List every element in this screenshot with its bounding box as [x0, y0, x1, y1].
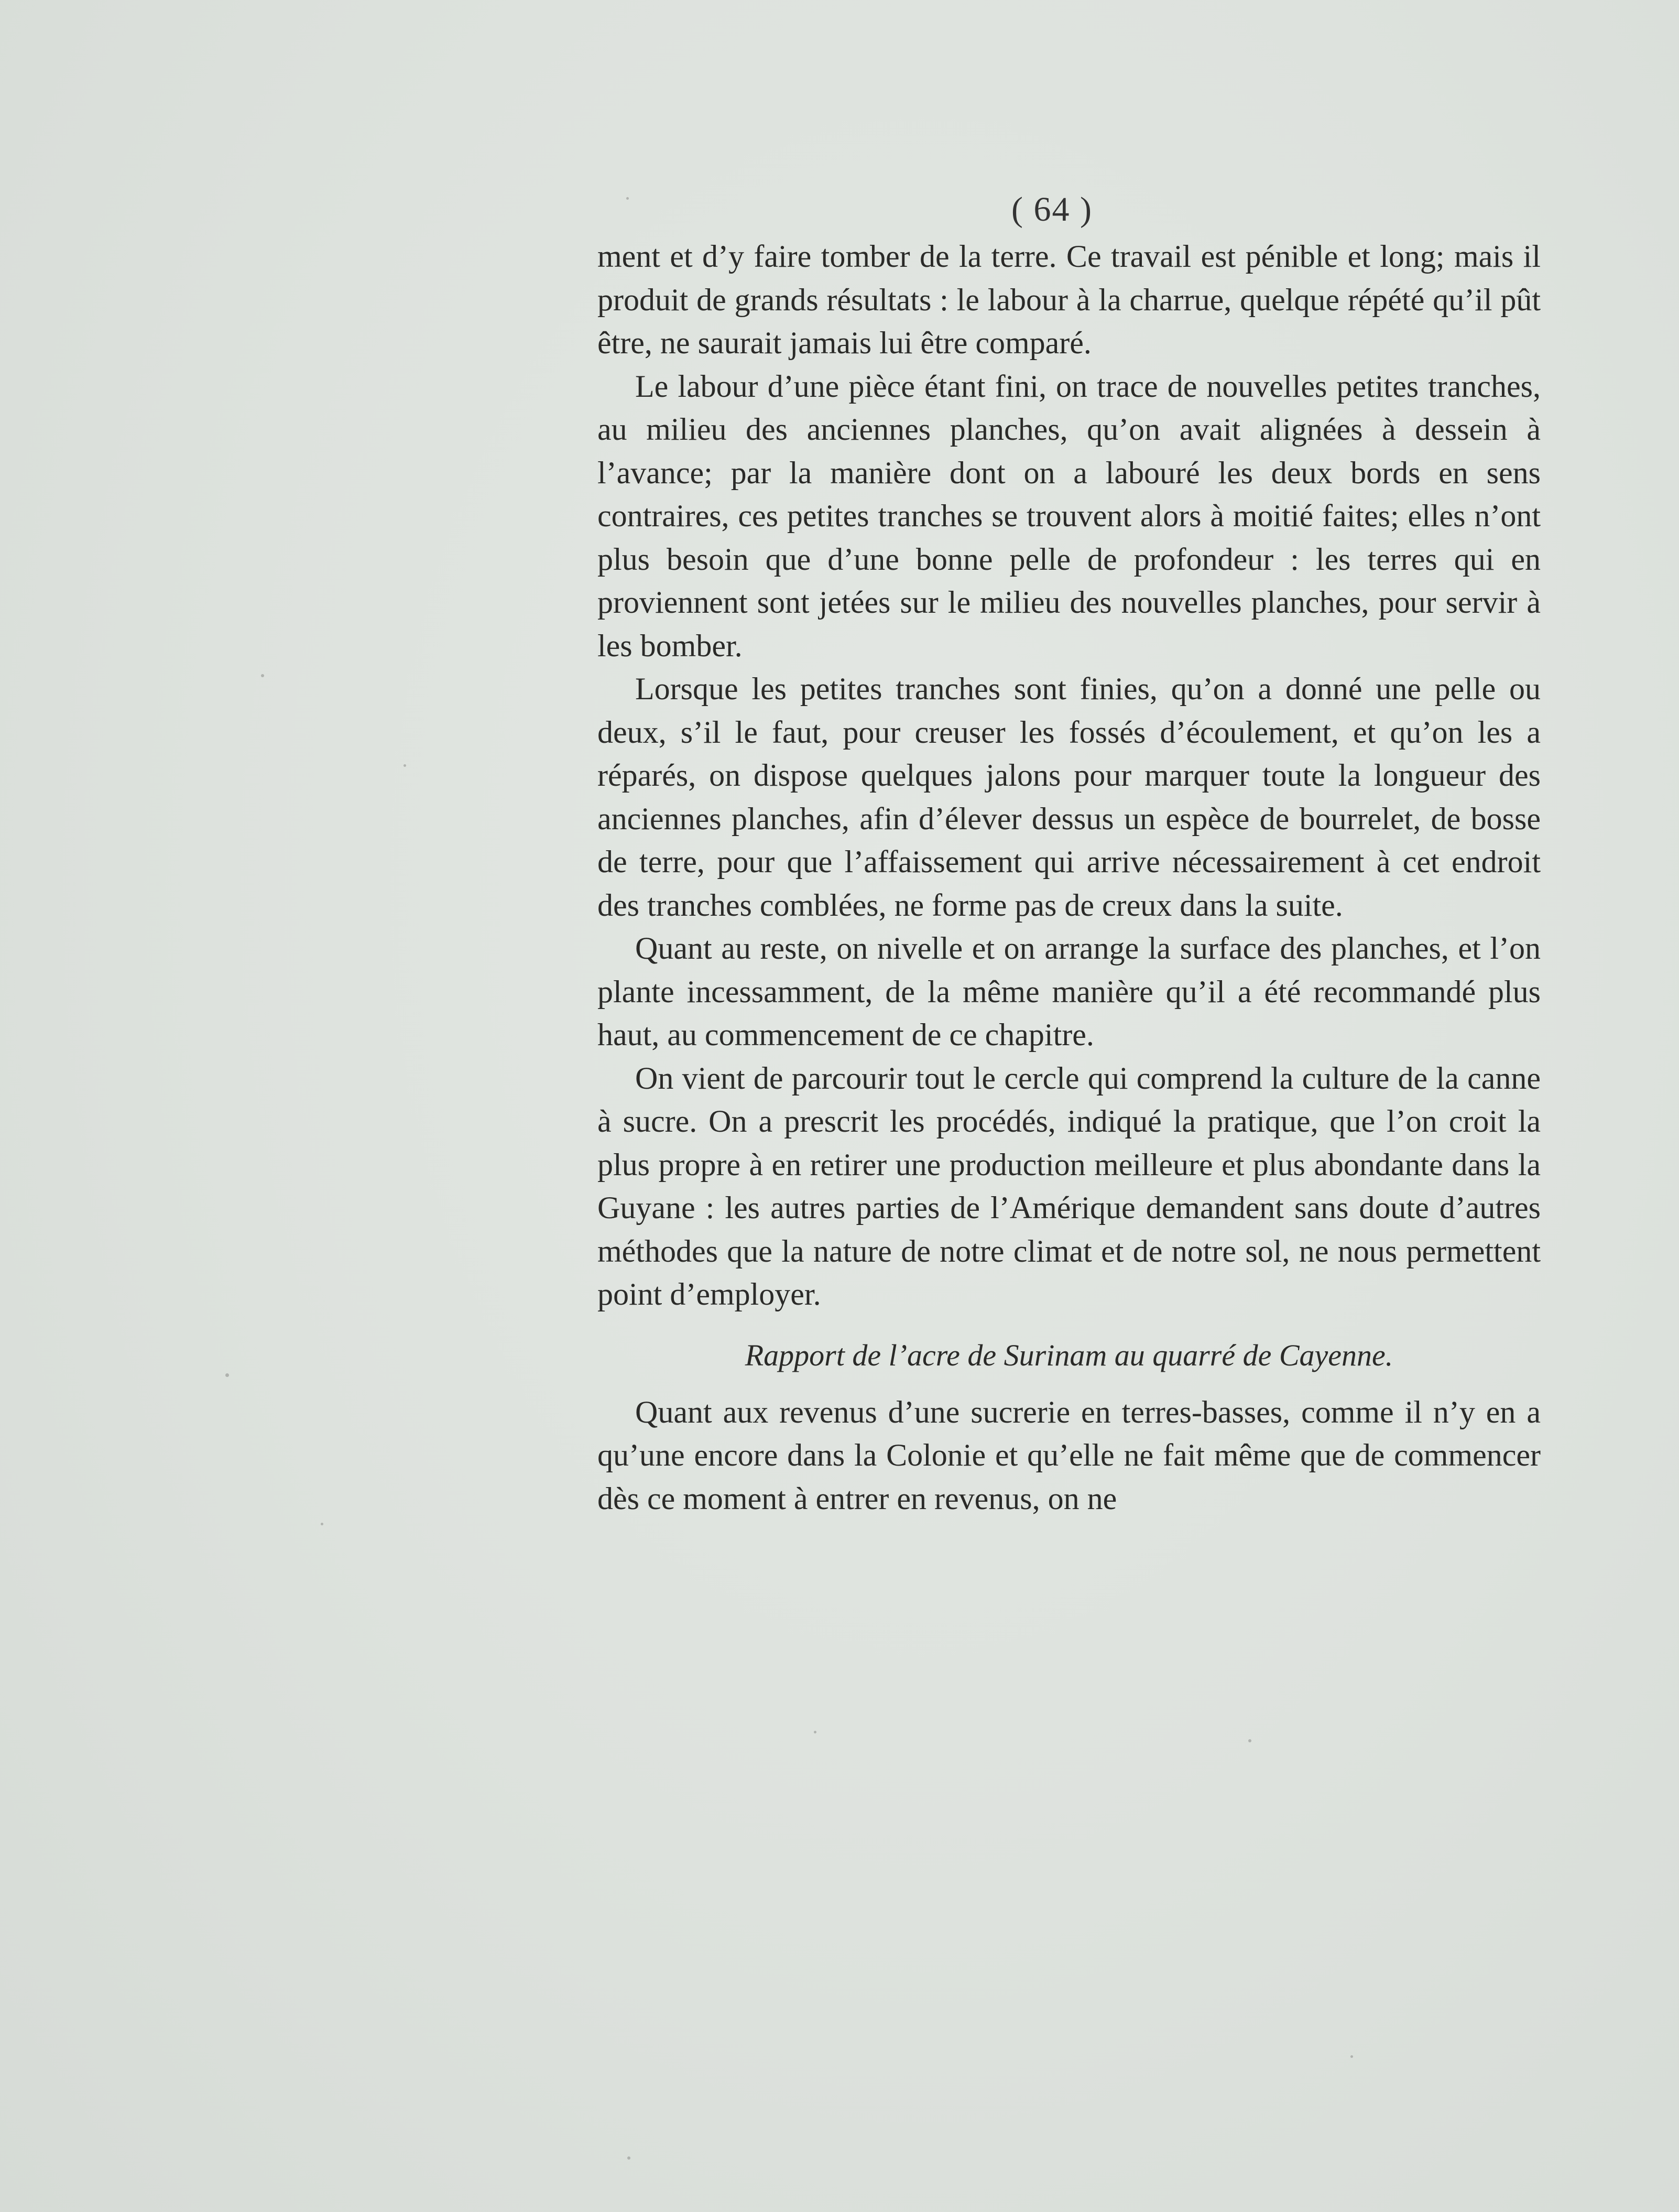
paper-speck [225, 1373, 229, 1377]
paragraph-2: Le labour d’une pièce étant fini, on trace de nouvelles petites tranches, au milieu des anciennes planches, qu’on avait alignées à dessein à l’avance; par la manière dont on a labouré les deux bords en sens contraires, ces petites tranches se trouvent alors à moitié faites; elles n’ont plus besoin que d’une bonne pelle de profondeur : les terres qui en proviennent sont jetées sur le milieu des nouvelles planches, pour servir à les bomber. [597, 368, 1541, 663]
paragraph-1: ment et d’y faire tomber de la terre. Ce travail est pénible et long; mais il produit de grands résultats : le labour à la charrue, quelque répété qu’il pût être, ne saurait jamais lui être comparé. [597, 239, 1541, 360]
paper-speck [814, 1731, 816, 1733]
body-text [597, 235, 1541, 1520]
paragraph-5: On vient de parcourir tout le cercle qui comprend la culture de la canne à sucre. On a prescrit les procédés, indiqué la pratique, que l’on croit la plus propre à en retirer une production meilleure et plus abondante dans la Guyane : les autres parties de l’Amérique demandent sans doute d’autres méthodes que la nature de notre climat et de notre sol, ne nous permettent point d’employer. [597, 1060, 1541, 1311]
paper-speck [261, 674, 264, 677]
paper-speck [321, 1523, 323, 1525]
paper-speck [404, 764, 406, 767]
paper-speck [627, 2156, 630, 2160]
paragraph-4: Quant au reste, on nivelle et on arrange la surface des planches, et l’on plante incessamment, de la même manière qu’il a été recommandé plus haut, au commencement de ce chapitre. [597, 931, 1541, 1052]
section-heading: Rapport de l’acre de Surinam au quarré de Cayenne. [745, 1338, 1393, 1372]
page-number: ( 64 ) [1011, 190, 1093, 229]
paper-speck [1248, 1739, 1251, 1742]
paper-speck [626, 197, 629, 200]
paper-speck [1350, 2055, 1353, 2058]
paragraph-3: Lorsque les petites tranches sont finies, qu’on a donné une pelle ou deux, s’il le faut, pour creuser les fossés d’écoulement, et qu’on les a réparés, on dispose quelques jalons pour marquer toute la longueur des anciennes planches, afin d’élever dessus un espèce de bourrelet, de bosse de terre, pour que l’affaissement qui arrive nécessairement à cet endroit des tranches comblées, ne forme pas de creux dans la suite. [597, 671, 1541, 923]
paragraph-6: Quant aux revenus d’une sucrerie en terres-basses, comme il n’y en a qu’une encore dans la Colonie et qu’elle ne fait même que de commencer dès ce moment à entrer en revenus, on ne [597, 1394, 1541, 1516]
